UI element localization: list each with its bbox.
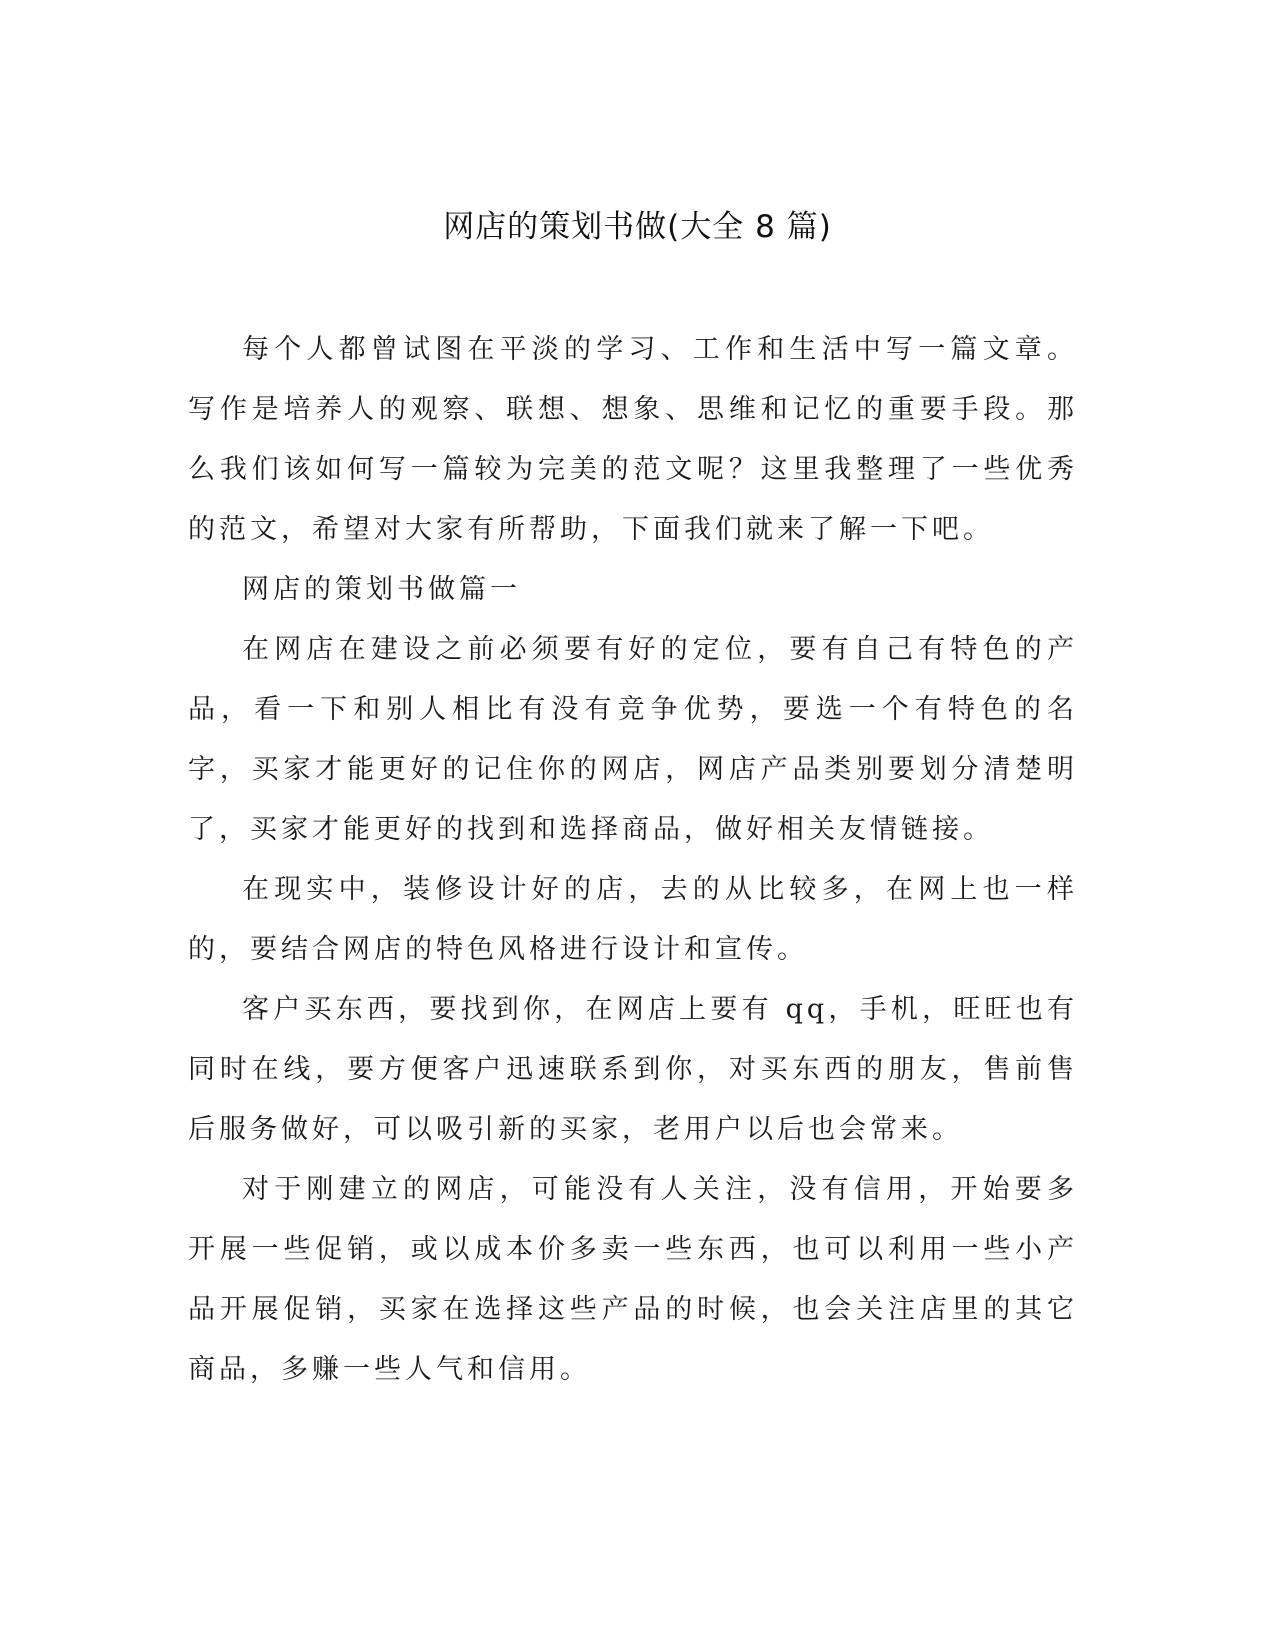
- body-paragraph: 客户买东西，要找到你，在网店上要有 qq，手机，旺旺也有同时在线，要方便客户迅速联系到你，对买东西的朋友，售前售后服务做好，可以吸引新的买家，老用户以后也会常来。: [188, 994, 1078, 1145]
- document-body: [188, 320, 1078, 1400]
- body-paragraph: 在现实中，装修设计好的店，去的从比较多，在网上也一样的，要结合网店的特色风格进行设计和宣传。: [188, 874, 1078, 965]
- section-heading: 网店的策划书做篇一: [242, 574, 521, 605]
- body-paragraph: 在网店在建设之前必须要有好的定位，要有自己有特色的产品，看一下和别人相比有没有竞争优势，要选一个有特色的名字，买家才能更好的记住你的网店，网店产品类别要划分清楚明了，买家才能更好的找到和选择商品，做好相关友情链接。: [188, 634, 1078, 845]
- intro-paragraph: 每个人都曾试图在平淡的学习、工作和生活中写一篇文章。写作是培养人的观察、联想、想象、思维和记忆的重要手段。那么我们该如何写一篇较为完美的范文呢？这里我整理了一些优秀的范文，希望对大家有所帮助，下面我们就来了解一下吧。: [188, 334, 1078, 545]
- body-paragraph: 对于刚建立的网店，可能没有人关注，没有信用，开始要多开展一些促销，或以成本价多卖一些东西，也可以利用一些小产品开展促销，买家在选择这些产品的时候，也会关注店里的其它商品，多赚一些人气和信用。: [188, 1174, 1078, 1385]
- document-title: 网店的策划书做(大全 8 篇): [443, 209, 832, 245]
